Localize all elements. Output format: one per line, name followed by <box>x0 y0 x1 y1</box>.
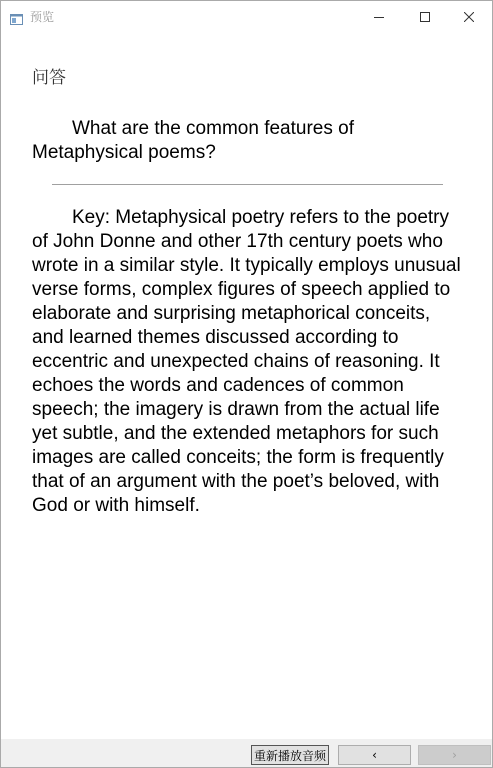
maximize-icon <box>420 7 430 26</box>
close-icon <box>464 7 474 26</box>
replay-audio-button[interactable]: 重新播放音频 <box>251 745 329 765</box>
chevron-right-icon: › <box>452 748 457 762</box>
chevron-left-icon: ‹ <box>372 748 377 762</box>
minimize-icon <box>374 7 384 26</box>
window-title: 预览 <box>30 10 55 24</box>
divider <box>52 184 443 185</box>
window-icon <box>10 10 23 21</box>
bottom-toolbar <box>1 739 492 767</box>
previous-button[interactable] <box>338 745 411 765</box>
minimize-button[interactable] <box>356 1 402 31</box>
answer-text: Key: Metaphysical poetry refers to the poetry of John Donne and other 17th century poets who wrote in a similar style. It typically employs unusual verse forms, complex figures of speech applied to elaborate and surprising metaphorical conceits, and learned themes discussed according to eccentric and unexpected chains of reasoning. It echoes the words and cadences of common speech; the imagery is drawn from the actual life yet subtle, and the extended metaphors for such images are called conceits; the form is frequently that of an argument with the poet’s beloved, with God or with himself. <box>32 207 461 516</box>
question-text: What are the common features of Metaphysical poems? <box>32 118 354 163</box>
title-bar[interactable] <box>1 1 492 31</box>
close-button[interactable] <box>446 1 492 31</box>
maximize-button[interactable] <box>402 1 448 31</box>
next-button[interactable] <box>418 745 491 765</box>
section-title: 问答 <box>32 68 66 88</box>
